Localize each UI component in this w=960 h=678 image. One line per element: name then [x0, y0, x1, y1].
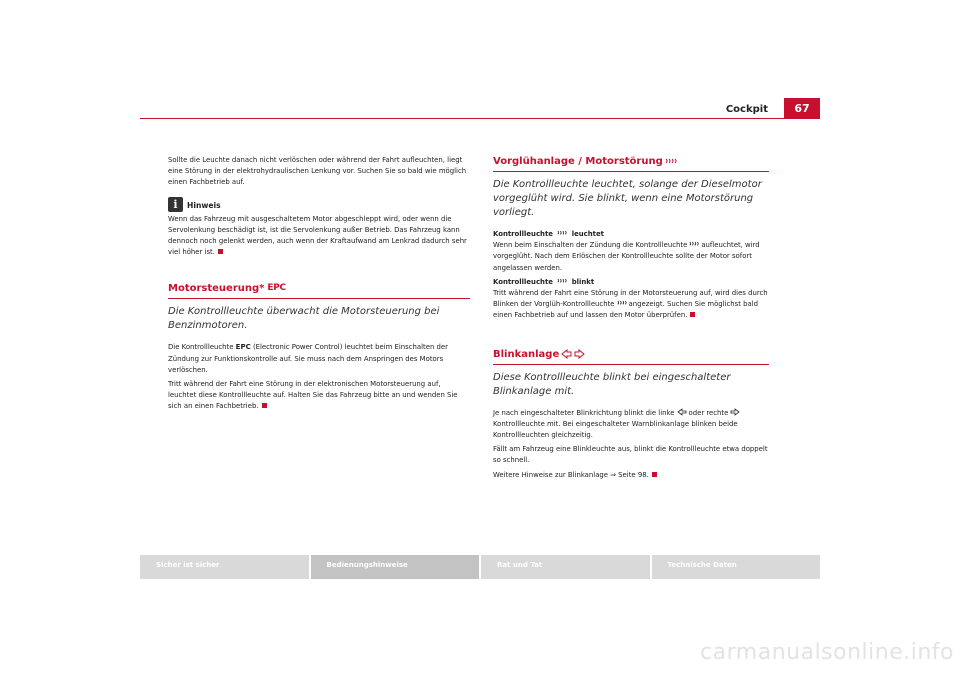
note-label: Hinweis	[187, 201, 221, 211]
right-arrow-icon	[730, 408, 740, 416]
watermark: carmanualsonline.info	[700, 640, 954, 665]
section-title-text: Motorsteuerung*	[168, 283, 265, 295]
note-text: Wenn das Fahrzeug mit ausgeschaltetem Motor abgeschleppt wird, oder wenn die Servolenkung beschädigt ist, ist die Servolenkung außer Betrieb. Das Fahrzeug kann dennoch noch gelenkt werden, auch wenn der Kraftaufwand am Lenkrad dadurch sehr viel höher ist.	[168, 214, 467, 257]
end-mark-icon	[262, 403, 267, 408]
turn-signal-icon	[561, 349, 585, 359]
epc-paragraph	[168, 342, 470, 376]
left-column	[168, 155, 470, 416]
text-fragment: angezeigt. Suchen Sie möglichst bald einen Fachbetrieb auf und lassen den Motor überprüfen.	[493, 300, 759, 320]
left-arrow-icon	[677, 408, 687, 416]
subheading-leuchtet	[493, 229, 769, 240]
section-title-vorgluehanlage	[493, 155, 769, 172]
section-lead: Diese Kontrollleuchte blinkt bei eingeschalteter Blinkanlage mit.	[493, 371, 731, 397]
text-fragment: blinkt	[571, 277, 595, 286]
end-mark-icon	[652, 472, 657, 477]
page-reference-link[interactable]: Weitere Hinweise zur Blinkanlage ⇒ Seite 98.	[493, 470, 649, 479]
engine-fault-paragraph	[493, 288, 769, 322]
text-fragment: Je nach eingeschalteter Blinkrichtung blinkt die linke	[493, 408, 675, 417]
tab-sicher-ist-sicher[interactable]: Sicher ist sicher	[140, 555, 309, 579]
header-rule	[140, 118, 820, 119]
text-fragment: Wenn beim Einschalten der Zündung die Kontrollleuchte	[493, 241, 688, 250]
epc-fault-paragraph	[168, 379, 470, 413]
glow-plug-icon	[665, 158, 677, 166]
reference-paragraph	[493, 470, 769, 481]
preheat-paragraph	[493, 240, 769, 274]
info-icon: i	[168, 197, 183, 212]
tab-technische-daten[interactable]: Technische Daten	[652, 555, 821, 579]
section-title-text: Blinkanlage	[493, 348, 560, 360]
page-number: 67	[784, 98, 820, 119]
subheading-blinkt	[493, 277, 769, 288]
text-fragment: Tritt während der Fahrt eine Störung in der elektronischen Motorsteuerung auf, leuchtet diese Kontrollleuchte auf. Halten Sie das Fahrzeug bitte an und wenden Sie sich an einen Fachbetrieb.	[168, 380, 458, 411]
text-fragment: Die Kontrollleuchte	[168, 343, 234, 352]
note-paragraph	[168, 214, 470, 259]
fast-blink-paragraph: Fällt am Fahrzeug eine Blinkleuchte aus, blinkt die Kontrollleuchte etwa doppelt so schnell.	[493, 445, 768, 465]
tab-rat-und-tat[interactable]: Rat und Tat	[481, 555, 650, 579]
intro-paragraph: Sollte die Leuchte danach nicht verlöschen oder während der Fahrt aufleuchten, liegt eine Störung in der elektrohydraulischen Lenkung vor. Suchen Sie so bald wie möglich einen Fachbetrieb auf.	[168, 156, 467, 187]
epc-icon: EPC	[267, 283, 286, 294]
text-fragment: (Electronic Power Control) leuchtet beim Einschalten der Zündung zur Funktionskontrolle auf. Sie muss nach dem Anspringen des Motors verlöschen.	[168, 343, 448, 374]
text-fragment: Kontrollleuchte	[493, 277, 553, 286]
glow-plug-icon	[689, 241, 699, 248]
note-heading	[168, 197, 470, 212]
section-lead: Die Kontrollleuchte leuchtet, solange der Dieselmotor vorgeglüht wird. Sie blinkt, wenn eine Motorstörung vorliegt.	[493, 179, 762, 218]
epc-inline-icon: EPC	[235, 343, 251, 352]
glow-plug-icon	[617, 300, 627, 307]
end-mark-icon	[690, 312, 695, 317]
section-title-text: Vorglühanlage / Motorstörung	[493, 156, 663, 167]
section-title-blinkanlage	[493, 348, 769, 365]
section-lead: Die Kontrollleuchte überwacht die Motorsteuerung bei Benzinmotoren.	[168, 306, 440, 332]
turn-signal-paragraph	[493, 408, 769, 442]
end-mark-icon	[218, 249, 223, 254]
glow-plug-icon	[557, 278, 567, 285]
glow-plug-icon	[557, 230, 567, 237]
text-fragment: Kontrollleuchte	[493, 230, 553, 238]
text-fragment: oder rechte	[688, 408, 729, 417]
chapter-title: Cockpit	[725, 104, 768, 115]
text-fragment: Tritt während der Fahrt eine Störung in der Motorsteuerung auf, wird dies durch Blinken der Vorglüh-Kontrollleuchte	[493, 289, 768, 309]
section-title-motorsteuerung	[168, 282, 470, 299]
tab-bedienungshinweise[interactable]: Bedienungshinweise	[311, 555, 480, 579]
right-column	[493, 155, 769, 484]
footer-tabs	[140, 555, 820, 579]
text-fragment: aufleuchtet, wird vorgeglüht. Nach dem Erlöschen der Kontrollleuchte sollte der Motor sofort angelassen werden.	[493, 241, 760, 272]
text-fragment: leuchtet	[571, 230, 604, 238]
text-fragment: Kontrollleuchte mit. Bei eingeschalteter Warnblinkanlage blinken beide Kontrollleuchten gleichzeitig.	[493, 419, 738, 440]
